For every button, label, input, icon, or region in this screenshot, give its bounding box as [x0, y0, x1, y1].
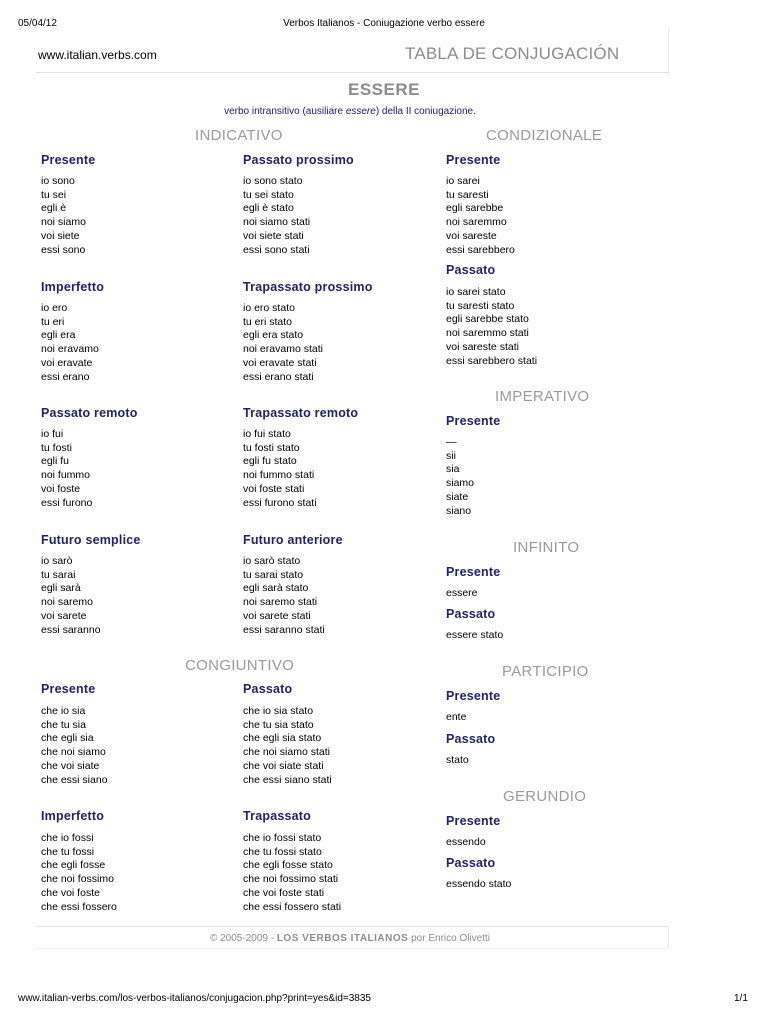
tense-cond-passato: Passato [446, 263, 496, 277]
form-row: io ero stato [243, 302, 295, 314]
form-row: essi saranno [41, 623, 101, 636]
forms-ind-futuro-anteriore [243, 555, 325, 637]
forms-ind-trapassato-prossimo [243, 302, 323, 384]
tense-cong-passato: Passato [243, 682, 293, 696]
print-url: www.italian-verbs.com/los-verbos-italianos/conjugacion.php?print=yes&id=3835 [18, 993, 371, 1004]
form-row: noi saremo [41, 596, 93, 609]
form-row: voi siete stati [243, 229, 304, 242]
print-title: Verbos Italianos - Coniugazione verbo essere [283, 18, 485, 29]
footer-divider-bottom [36, 948, 668, 949]
forms-cong-presente [41, 705, 108, 787]
form-inf-presente: essere [446, 587, 478, 599]
form-row: voi foste [41, 482, 81, 495]
form-row: che essi siano [41, 773, 108, 786]
form-ger-passato: essendo stato [446, 878, 512, 890]
form-row: voi sarete [41, 609, 87, 622]
tense-ind-trapassato-prossimo: Trapassato prossimo [243, 280, 373, 294]
form-row: egli fu stato [243, 455, 297, 468]
auxiliary-verb: essere [345, 106, 376, 117]
form-row: io fui stato [243, 428, 291, 440]
form-row: essi sarebbero stati [446, 354, 538, 367]
form-row: noi saremo stati [243, 596, 318, 609]
mood-indicativo: INDICATIVO [195, 127, 283, 144]
tense-ger-passato: Passato [446, 856, 496, 870]
footer-divider-top [36, 926, 668, 927]
header-right-border [668, 26, 669, 76]
form-row: voi siete [41, 229, 80, 242]
form-row: sii [446, 449, 456, 462]
form-row: che noi fossimo [41, 873, 114, 886]
mood-participio: PARTICIPIO [502, 663, 589, 680]
form-row: che tu fossi [41, 845, 95, 858]
forms-ind-imperfetto [41, 302, 99, 384]
tense-inf-presente: Presente [446, 565, 501, 579]
forms-cong-trapassato [243, 832, 341, 914]
forms-cong-passato [243, 705, 332, 787]
form-row: che tu fossi stato [243, 845, 322, 858]
form-inf-passato: essere stato [446, 629, 504, 641]
form-row: essi furono [41, 496, 93, 509]
form-row: io sono stato [243, 175, 303, 187]
form-row: che egli fosse [41, 859, 106, 872]
print-date: 05/04/12 [18, 18, 57, 29]
form-row: essi saranno stati [243, 623, 325, 636]
form-row: noi fummo stati [243, 469, 315, 482]
form-row: che voi siate stati [243, 759, 324, 772]
form-row: che io fossi [41, 832, 94, 844]
footer-brand[interactable]: LOS VERBOS ITALIANOS [276, 933, 409, 944]
form-row: voi sareste [446, 229, 497, 242]
form-row: che tu sia [41, 718, 86, 731]
form-row: tu saresti stato [446, 299, 515, 312]
forms-ind-trapassato-remoto [243, 428, 317, 510]
form-row: che noi fossimo stati [243, 873, 339, 886]
form-row: egli è stato [243, 202, 294, 215]
form-row: che noi siamo [41, 746, 106, 759]
forms-ind-futuro-semplice [41, 555, 101, 637]
form-row: che io fossi stato [243, 832, 322, 844]
tense-cong-presente: Presente [41, 682, 96, 696]
tense-cong-trapassato: Trapassato [243, 809, 312, 823]
form-row: che essi fossero [41, 900, 117, 913]
form-row: voi sareste stati [446, 340, 519, 353]
form-row: che noi siamo stati [243, 746, 330, 759]
form-row: tu sarai stato [243, 568, 304, 581]
forms-cond-passato [446, 286, 537, 368]
tense-imp-presente: Presente [446, 414, 501, 428]
forms-ind-presente [41, 175, 86, 257]
form-row: egli è [41, 202, 67, 215]
tense-cond-presente: Presente [446, 153, 501, 167]
form-row: noi siamo stati [243, 216, 311, 229]
form-row: che voi siate [41, 759, 100, 772]
forms-ind-passato-prossimo [243, 175, 310, 257]
form-row: noi eravamo stati [243, 343, 323, 356]
form-part-passato: stato [446, 754, 469, 766]
form-row: che io sia stato [243, 705, 314, 717]
verb-description: verbo intransitivo (ausiliare essere) della II coniugazione. [224, 106, 476, 117]
form-row: essi sono stati [243, 243, 310, 256]
form-row: tu sei [41, 188, 67, 201]
copyright-footer: © 2005-2009 - LOS VERBOS ITALIANOS por Enrico Olivetti [209, 933, 491, 944]
tense-inf-passato: Passato [446, 607, 496, 621]
tense-ind-imperfetto: Imperfetto [41, 280, 105, 294]
mood-imperativo: IMPERATIVO [495, 388, 590, 405]
tense-ind-futuro-anteriore: Futuro anteriore [243, 533, 343, 547]
print-page-number: 1/1 [734, 993, 748, 1004]
footer-right-border [668, 926, 669, 949]
form-row: che egli sia [41, 732, 94, 745]
mood-congiuntivo: CONGIUNTIVO [185, 657, 295, 674]
form-row: egli era stato [243, 329, 304, 342]
form-row: tu eri stato [243, 315, 293, 328]
form-row: — [446, 436, 457, 448]
form-row: egli sarebbe [446, 202, 504, 215]
form-row: io sono [41, 175, 75, 187]
form-row: egli fu [41, 455, 70, 468]
form-row: essi erano [41, 370, 90, 383]
form-row: io sarò stato [243, 555, 301, 567]
form-ger-presente: essendo [446, 836, 486, 848]
form-row: che voi foste stati [243, 886, 325, 899]
form-row: che essi siano stati [243, 773, 332, 786]
form-row: voi sarete stati [243, 609, 311, 622]
form-row: che egli fosse stato [243, 859, 333, 872]
mood-condizionale: CONDIZIONALE [486, 127, 603, 144]
form-row: che essi fossero stati [243, 900, 342, 913]
forms-imp-presente [446, 436, 474, 518]
form-row: egli sarebbe stato [446, 313, 529, 326]
mood-infinito: INFINITO [513, 539, 580, 556]
form-row: essi erano stati [243, 370, 314, 383]
form-row: essi sono [41, 243, 86, 256]
form-row: noi saremmo stati [446, 327, 529, 340]
tense-ger-presente: Presente [446, 814, 501, 828]
form-row: egli era [41, 329, 76, 342]
tense-cong-imperfetto: Imperfetto [41, 809, 105, 823]
form-row: che egli sia stato [243, 732, 322, 745]
section-title: TABLA DE CONJUGACIÓN [405, 44, 620, 63]
form-row: tu saresti [446, 188, 489, 201]
form-row: siate [446, 490, 469, 503]
form-row: noi saremmo [446, 216, 507, 229]
tense-part-passato: Passato [446, 732, 496, 746]
form-row: noi eravamo [41, 343, 99, 356]
form-row: siamo [446, 477, 475, 490]
tense-ind-presente: Presente [41, 153, 96, 167]
form-row: essi furono stati [243, 496, 317, 509]
form-row: tu sei stato [243, 188, 294, 201]
forms-cong-imperfetto [41, 832, 117, 914]
form-row: siano [446, 504, 472, 517]
verb-title: ESSERE [348, 80, 420, 99]
mood-gerundio: GERUNDIO [503, 788, 587, 805]
site-name[interactable]: www.italian.verbs.com [38, 48, 157, 62]
forms-ind-passato-remoto [41, 428, 92, 510]
form-row: io sarei [446, 175, 480, 187]
form-row: sia [446, 463, 460, 476]
form-row: noi siamo [41, 216, 86, 229]
tense-ind-passato-remoto: Passato remoto [41, 406, 138, 420]
form-row: voi eravate stati [243, 356, 317, 369]
form-row: io sarò [41, 555, 73, 567]
form-row: noi fummo [41, 469, 91, 482]
form-row: voi eravate [41, 356, 93, 369]
form-row: io fui [41, 428, 64, 440]
form-row: che io sia [41, 705, 86, 717]
form-row: io ero [41, 302, 68, 314]
form-row: che tu sia stato [243, 718, 314, 731]
form-row: egli sarà stato [243, 582, 309, 595]
tense-ind-passato-prossimo: Passato prossimo [243, 153, 354, 167]
form-row: che voi foste [41, 886, 100, 899]
form-row: essi sarebbero [446, 243, 515, 256]
form-row: tu eri [41, 315, 65, 328]
forms-cond-presente [446, 175, 515, 257]
tense-ind-futuro-semplice: Futuro semplice [41, 533, 141, 547]
tense-part-presente: Presente [446, 689, 501, 703]
form-row: tu sarai [41, 568, 76, 581]
tense-ind-trapassato-remoto: Trapassato remoto [243, 406, 359, 420]
form-row: tu fosti [41, 441, 72, 454]
form-row: tu fosti stato [243, 441, 300, 454]
header-divider [36, 72, 668, 73]
form-row: io sarei stato [446, 286, 506, 298]
form-row: voi foste stati [243, 482, 305, 495]
form-part-presente: ente [446, 711, 467, 723]
form-row: egli sarà [41, 582, 81, 595]
